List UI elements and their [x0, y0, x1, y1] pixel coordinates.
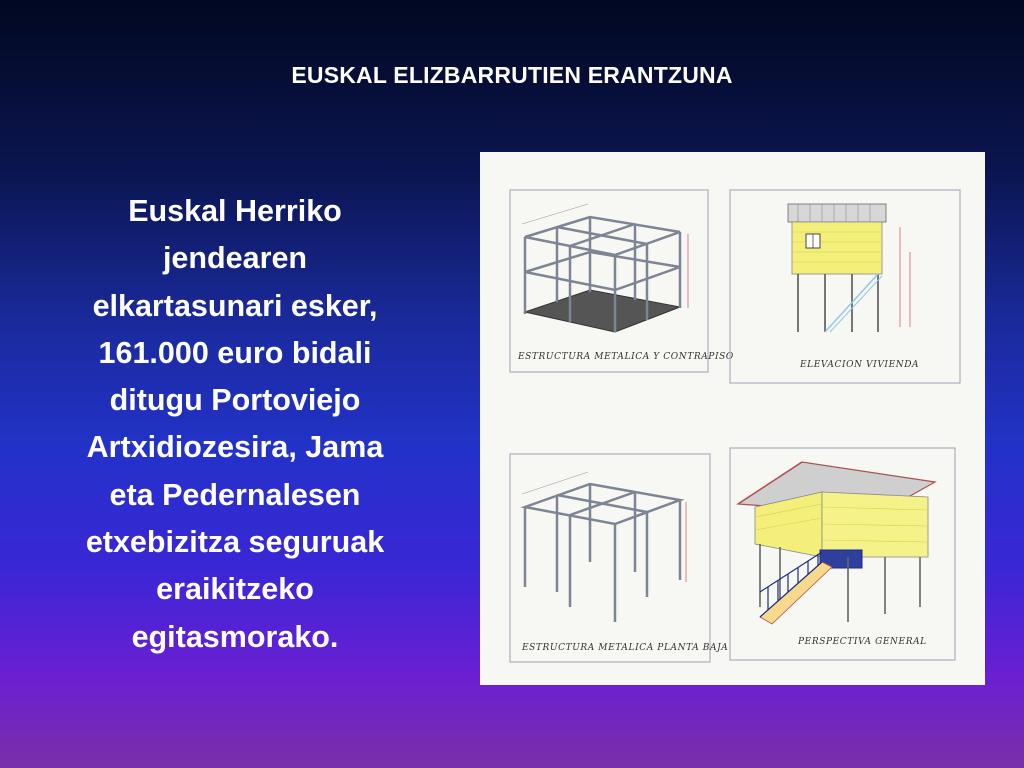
panel-perspective — [730, 448, 955, 660]
body-line: etxebizitza seguruak — [85, 525, 385, 560]
panel-caption: ELEVACION VIVIENDA — [800, 360, 920, 370]
body-line: egitasmorako. — [131, 619, 339, 654]
architectural-drawing-image — [480, 152, 985, 685]
body-line: eraikitzeko — [156, 572, 314, 607]
body-line: 161.000 euro bidali — [98, 335, 372, 370]
panel-caption: ESTRUCTURA METALICA PLANTA BAJA — [522, 643, 729, 653]
panel-structure-slab — [510, 190, 734, 372]
panel-caption: ESTRUCTURA METALICA Y CONTRAPISO — [518, 352, 734, 362]
panel-caption: PERSPECTIVA GENERAL — [798, 637, 927, 647]
body-line: eta Pedernalesen — [109, 477, 361, 512]
body-line: Euskal Herriko — [128, 194, 342, 228]
slide-body-text — [40, 188, 430, 661]
panel-structure-ground — [510, 454, 728, 662]
slide-title: EUSKAL ELIZBARRUTIEN ERANTZUNA — [291, 62, 733, 88]
body-line: Artxidiozesira, Jama — [86, 430, 384, 465]
panel-elevation — [730, 190, 960, 383]
body-line: ditugu Portoviejo — [109, 383, 361, 418]
body-line: jendearen — [162, 241, 308, 276]
body-line: elkartasunari esker, — [92, 288, 378, 323]
